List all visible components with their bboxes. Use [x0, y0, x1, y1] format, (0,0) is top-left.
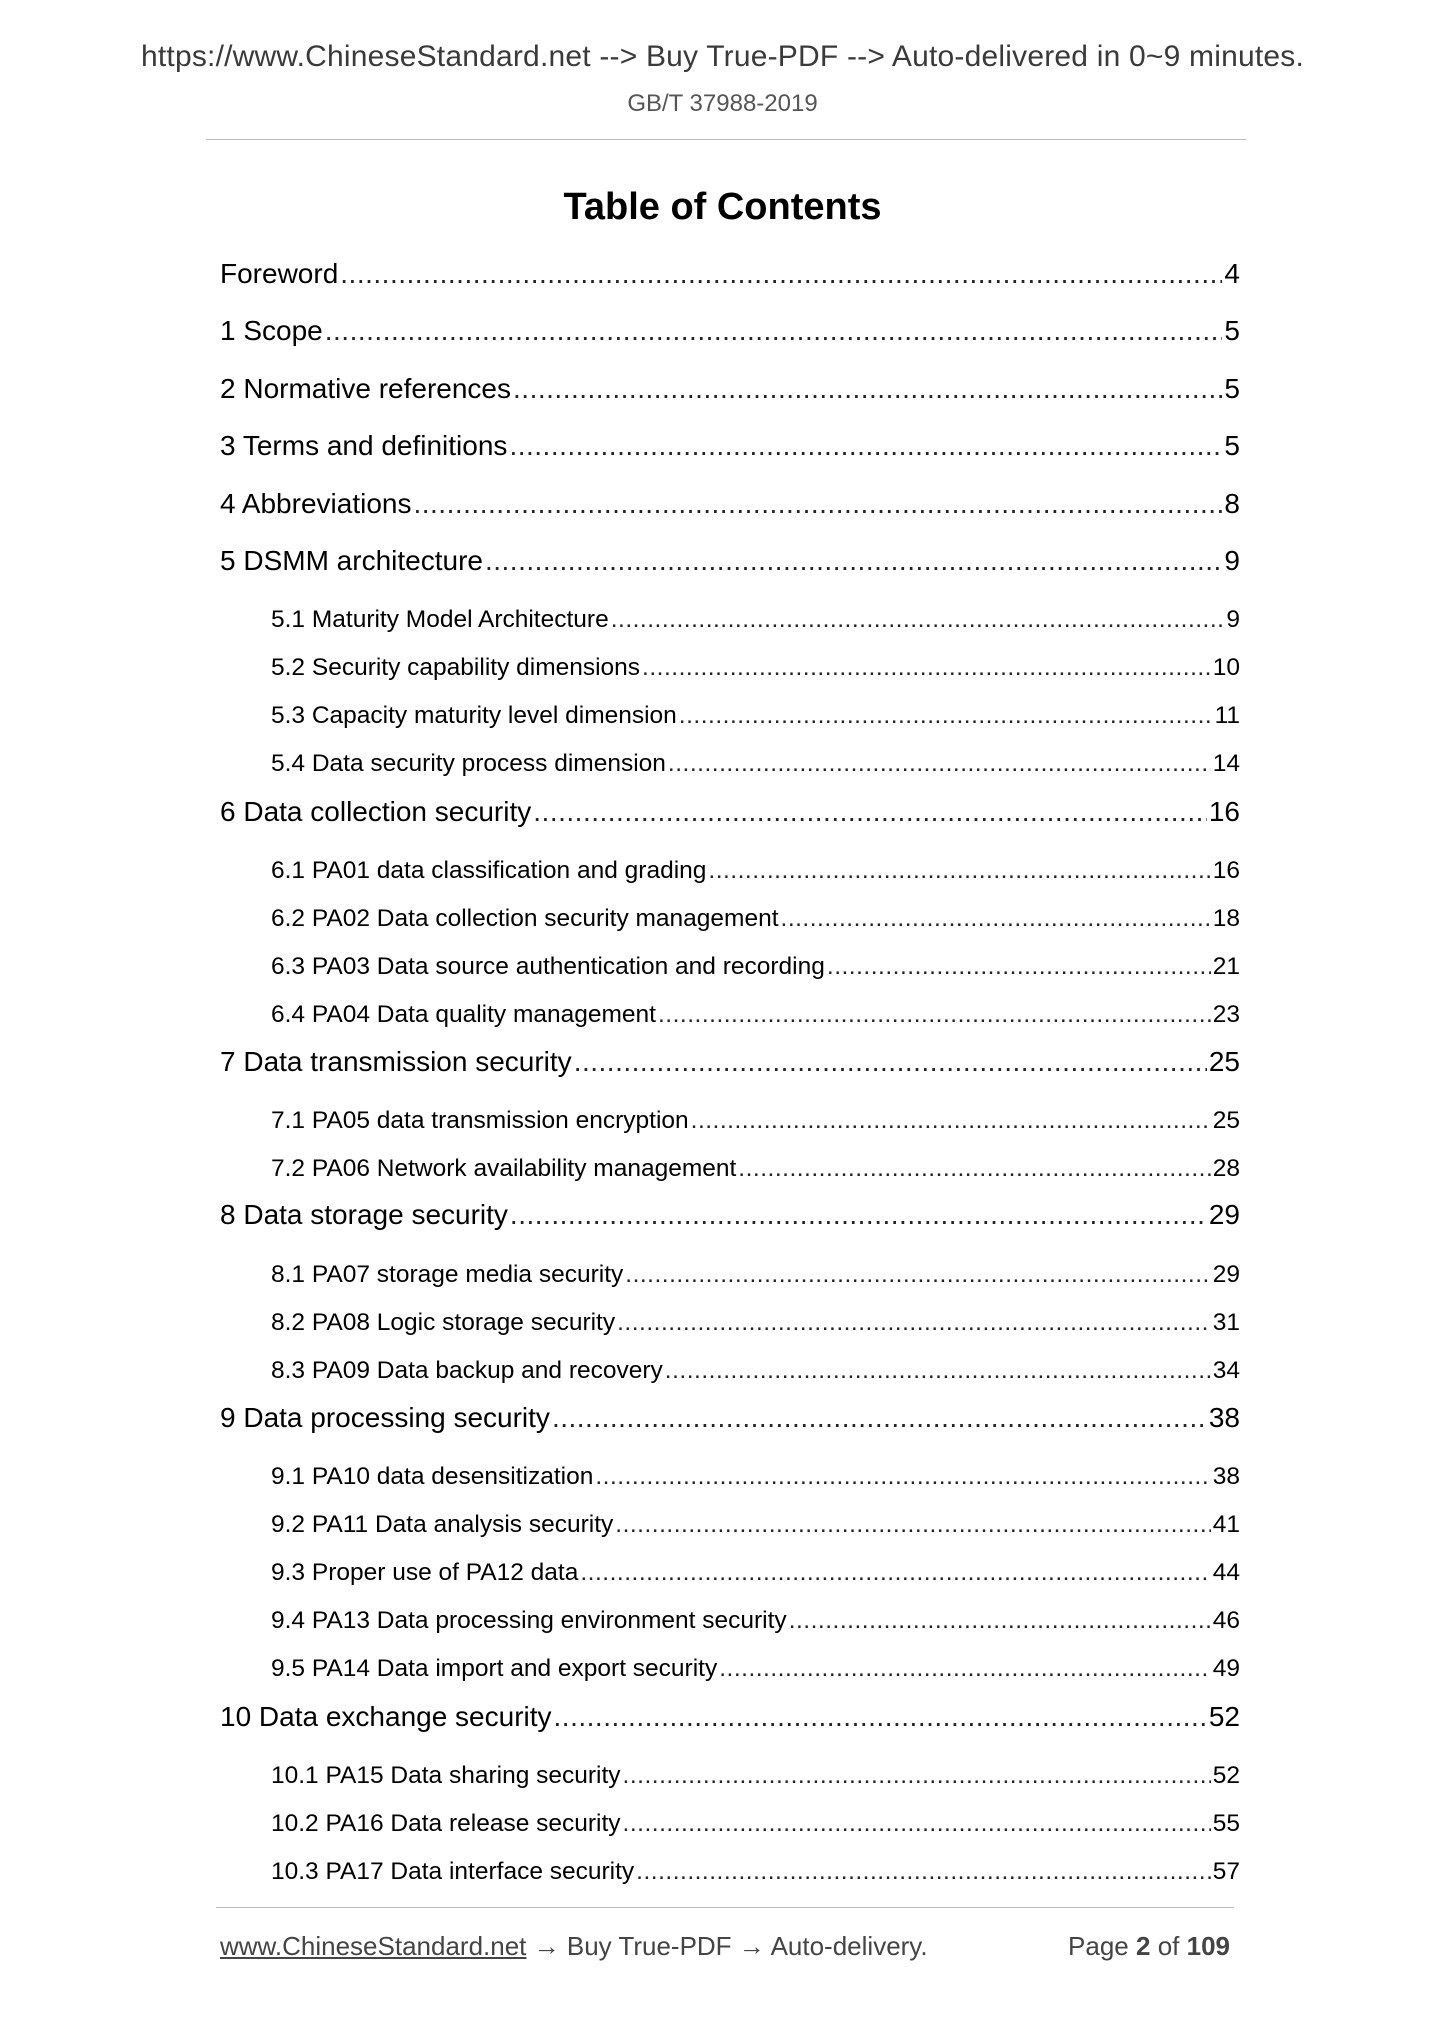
- toc-entry[interactable]: [271, 1559, 1240, 1595]
- footer-divider: [216, 1907, 1234, 1908]
- toc-entry-label: 9.4 PA13 Data processing environment security: [271, 1607, 787, 1634]
- toc-leader-dots: [665, 1357, 1211, 1385]
- toc-entry-page: 5: [1224, 315, 1240, 346]
- toc-entry[interactable]: [220, 545, 1240, 585]
- toc-entry[interactable]: [271, 1607, 1240, 1643]
- toc-entry-label: 5.4 Data security process dimension: [271, 750, 666, 777]
- toc-leader-dots: [413, 488, 1222, 520]
- toc-title: Table of Contents: [563, 186, 882, 228]
- toc-entry-page: 9: [1224, 545, 1240, 576]
- toc-entry-page: 41: [1212, 1511, 1240, 1538]
- toc-entry-page: 5: [1224, 373, 1240, 404]
- toc-leader-dots: [708, 857, 1210, 885]
- footer-tagline: → Buy True-PDF → Auto-delivery.: [526, 1931, 928, 1961]
- toc-leader-dots: [668, 750, 1211, 778]
- toc-entry[interactable]: [271, 1357, 1240, 1393]
- toc-entry[interactable]: [271, 1511, 1240, 1547]
- footer-site-link[interactable]: www.ChineseStandard.net: [220, 1931, 527, 1961]
- footer-left: [220, 1931, 928, 1962]
- toc-leader-dots: [789, 1607, 1211, 1635]
- toc-entry[interactable]: [220, 1199, 1240, 1239]
- toc-entry-page: 44: [1212, 1559, 1240, 1586]
- toc-leader-dots: [509, 430, 1222, 462]
- toc-leader-dots: [623, 1810, 1211, 1838]
- toc-leader-dots: [340, 258, 1222, 290]
- toc-leader-dots: [691, 1107, 1211, 1135]
- toc-entry-page: 23: [1212, 1001, 1240, 1028]
- toc-entry[interactable]: [271, 857, 1240, 893]
- toc-entry-label: 10.2 PA16 Data release security: [271, 1810, 621, 1837]
- toc-entry-label: 9.1 PA10 data desensitization: [271, 1463, 594, 1490]
- toc-entry-label: 8.1 PA07 storage media security: [271, 1261, 624, 1288]
- toc-entry-page: 9: [1226, 606, 1240, 633]
- toc-entry-label: 6.2 PA02 Data collection security management: [271, 905, 779, 932]
- toc-entry-label: 6.3 PA03 Data source authentication and recording: [271, 953, 825, 980]
- toc-leader-dots: [325, 315, 1223, 347]
- toc-entry[interactable]: [271, 1107, 1240, 1143]
- toc-entry-label: 3 Terms and definitions: [220, 430, 508, 461]
- toc-entry[interactable]: [271, 953, 1240, 989]
- toc-entry-page: 38: [1212, 1463, 1240, 1490]
- toc-entry-page: 29: [1212, 1261, 1240, 1288]
- toc-entry-label: 4 Abbreviations: [220, 488, 412, 519]
- toc-entry-label: 5.3 Capacity maturity level dimension: [271, 702, 677, 729]
- toc-entry-page: 52: [1208, 1701, 1240, 1732]
- toc-entry-page: 25: [1212, 1107, 1240, 1134]
- toc-entry[interactable]: [271, 702, 1240, 738]
- toc-leader-dots: [485, 545, 1222, 577]
- toc-entry[interactable]: [220, 488, 1240, 528]
- toc-entry-label: 1 Scope: [220, 315, 323, 346]
- toc-entry[interactable]: [220, 373, 1240, 413]
- toc-entry-page: 46: [1212, 1607, 1240, 1634]
- toc-leader-dots: [625, 1261, 1210, 1289]
- toc-entry-page: 31: [1212, 1309, 1240, 1336]
- toc-entry-label: 9.2 PA11 Data analysis security: [271, 1511, 614, 1538]
- toc-leader-dots: [554, 1701, 1207, 1733]
- toc-entry-label: 8.2 PA08 Logic storage security: [271, 1309, 616, 1336]
- toc-entry[interactable]: [271, 1155, 1240, 1191]
- toc-entry[interactable]: [271, 1655, 1240, 1691]
- toc-entry[interactable]: [271, 750, 1240, 786]
- toc-leader-dots: [827, 953, 1211, 981]
- toc-entry-page: 18: [1212, 905, 1240, 932]
- toc-entry[interactable]: [271, 1810, 1240, 1846]
- toc-entry-page: 21: [1212, 953, 1240, 980]
- toc-entry-label: 10.1 PA15 Data sharing security: [271, 1762, 621, 1789]
- toc-entry-page: 52: [1212, 1762, 1240, 1789]
- toc-entry-label: 8.3 PA09 Data backup and recovery: [271, 1357, 663, 1384]
- toc-entry[interactable]: [271, 606, 1240, 642]
- toc-entry-label: Foreword: [220, 258, 339, 289]
- toc-entry-label: 5 DSMM architecture: [220, 545, 483, 576]
- toc-leader-dots: [636, 1858, 1211, 1886]
- toc-entry-label: 5.2 Security capability dimensions: [271, 654, 641, 681]
- toc-leader-dots: [617, 1309, 1211, 1337]
- page-indicator: [1068, 1931, 1230, 1962]
- toc-entry-page: 34: [1212, 1357, 1240, 1384]
- toc-entry[interactable]: [271, 1309, 1240, 1345]
- toc-leader-dots: [738, 1155, 1210, 1183]
- toc-leader-dots: [552, 1402, 1207, 1434]
- toc-entry-page: 14: [1212, 750, 1240, 777]
- toc-entry-label: 8 Data storage security: [220, 1199, 508, 1230]
- toc-entry-page: 55: [1212, 1810, 1240, 1837]
- toc-entry[interactable]: [271, 654, 1240, 690]
- toc-entry-page: 28: [1212, 1155, 1240, 1182]
- toc-entry-page: 10: [1212, 654, 1240, 681]
- toc-leader-dots: [533, 796, 1207, 828]
- toc-entry[interactable]: [220, 315, 1240, 355]
- toc-leader-dots: [513, 373, 1222, 405]
- page-total: 109: [1186, 1931, 1230, 1961]
- toc-leader-dots: [574, 1046, 1207, 1078]
- toc-leader-dots: [623, 1762, 1211, 1790]
- toc-entry-label: 7 Data transmission security: [220, 1046, 572, 1077]
- toc-entry-page: 16: [1212, 857, 1240, 884]
- toc-leader-dots: [510, 1199, 1207, 1231]
- toc-entry-page: 49: [1212, 1655, 1240, 1682]
- toc-leader-dots: [580, 1559, 1210, 1587]
- toc-entry-page: 4: [1224, 258, 1240, 289]
- toc-leader-dots: [611, 606, 1225, 634]
- toc-entry[interactable]: [271, 1463, 1240, 1499]
- toc-entry-label: 10 Data exchange security: [220, 1701, 552, 1732]
- toc-entry-page: 29: [1208, 1199, 1240, 1230]
- toc-leader-dots: [595, 1463, 1210, 1491]
- toc-entry[interactable]: [271, 905, 1240, 941]
- toc-entry[interactable]: [220, 1046, 1240, 1086]
- toc-entry-label: 9.5 PA14 Data import and export security: [271, 1655, 718, 1682]
- page-of: of: [1157, 1931, 1180, 1961]
- toc-entry-label: 5.1 Maturity Model Architecture: [271, 606, 609, 633]
- page-current: 2: [1135, 1931, 1151, 1961]
- toc-entry[interactable]: [271, 1261, 1240, 1297]
- toc-entry-page: 8: [1224, 488, 1240, 519]
- toc-entry-page: 5: [1224, 430, 1240, 461]
- toc-entry[interactable]: [220, 796, 1240, 836]
- toc-leader-dots: [781, 905, 1211, 933]
- toc-entry[interactable]: [220, 1402, 1240, 1442]
- standard-number: GB/T 37988-2019: [627, 90, 818, 117]
- toc-leader-dots: [719, 1655, 1211, 1683]
- toc-entry-label: 2 Normative references: [220, 373, 512, 404]
- toc-entry[interactable]: [220, 430, 1240, 470]
- toc-entry-page: 38: [1208, 1402, 1240, 1433]
- toc-leader-dots: [615, 1511, 1210, 1539]
- toc-entry-page: 25: [1208, 1046, 1240, 1077]
- toc-entry-page: 11: [1214, 702, 1240, 729]
- toc-entry[interactable]: [220, 1701, 1240, 1741]
- toc-entry[interactable]: [271, 1001, 1240, 1037]
- toc-entry-label: 9.3 Proper use of PA12 data: [271, 1559, 579, 1586]
- toc-entry[interactable]: [271, 1858, 1240, 1894]
- toc-entry-label: 9 Data processing security: [220, 1402, 550, 1433]
- toc-leader-dots: [679, 702, 1213, 730]
- toc-leader-dots: [658, 1001, 1211, 1029]
- toc-entry-label: 7.2 PA06 Network availability management: [271, 1155, 737, 1182]
- toc-entry-page: 16: [1208, 796, 1240, 827]
- footer: [220, 1931, 1230, 1962]
- toc-entry-label: 10.3 PA17 Data interface security: [271, 1858, 635, 1885]
- toc-entry-label: 7.1 PA05 data transmission encryption: [271, 1107, 689, 1134]
- toc-entry-page: 57: [1212, 1858, 1240, 1885]
- toc-entry[interactable]: [271, 1762, 1240, 1798]
- page-prefix: Page: [1068, 1931, 1129, 1961]
- toc-entry[interactable]: [220, 258, 1240, 298]
- toc-entry-label: 6 Data collection security: [220, 796, 532, 827]
- toc-entry-label: 6.1 PA01 data classification and grading: [271, 857, 707, 884]
- toc-leader-dots: [642, 654, 1211, 682]
- toc-entry-label: 6.4 PA04 Data quality management: [271, 1001, 656, 1028]
- top-banner: https://www.ChineseStandard.net --> Buy True-PDF --> Auto-delivered in 0~9 minutes.: [141, 40, 1304, 73]
